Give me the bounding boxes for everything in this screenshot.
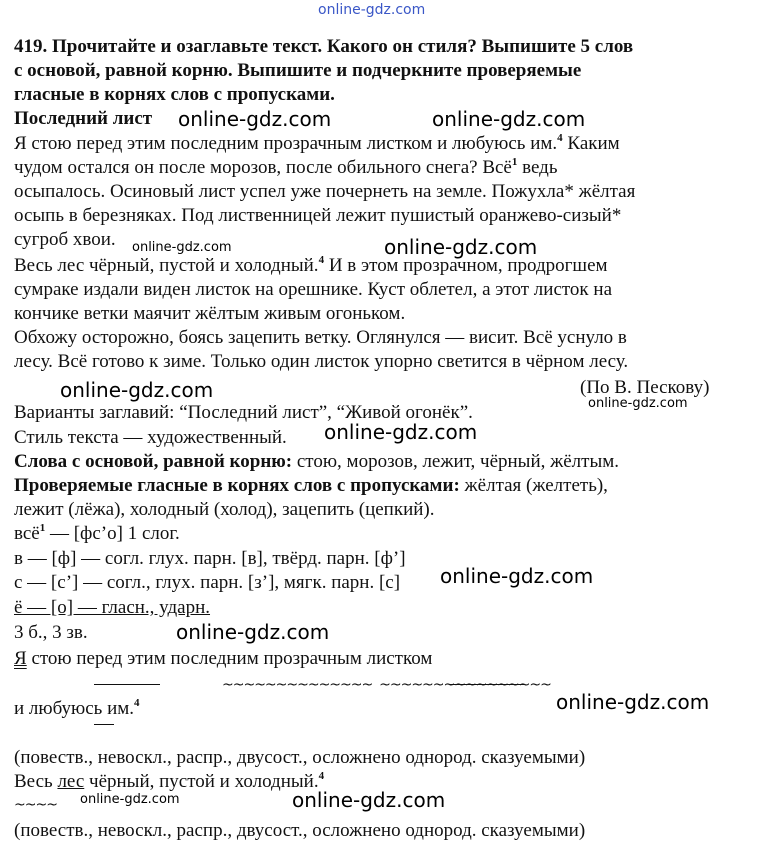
text-title: Последний лист xyxy=(14,108,153,129)
watermark: online-gdz.com xyxy=(556,690,710,714)
answer-titles: Варианты заглавий: “Последний лист”, “Живой огонёк”. xyxy=(14,402,473,423)
underline-mark xyxy=(94,684,160,685)
watermark: online-gdz.com xyxy=(384,235,538,259)
watermark: online-gdz.com xyxy=(60,378,214,402)
watermark: online-gdz.com xyxy=(324,420,478,444)
text-line: Я стою перед этим последним прозрачным листком и любуюсь им.$^4$ Каким xyxy=(14,132,620,154)
underline-mark: ~~~~~~~~~~~~~~ ~~~~~~~~~~~~~~~~ xyxy=(222,677,551,693)
watermark: online-gdz.com xyxy=(318,2,426,18)
answer-style: Стиль текста — художественный. xyxy=(14,427,287,448)
text-line: лесу. Всё готово к зиме. Только один листок упорно светится в чёрном лесу. xyxy=(14,351,629,372)
sentence-note: (повеств., невоскл., распр., двусост., осложнено однород. сказуемыми) xyxy=(14,747,586,768)
phonetic-line: в — [ф] — согл. глух. парн. [в], твёрд. парн. [ф’] xyxy=(14,548,406,569)
underline-mark xyxy=(94,724,114,725)
answer-vowels: Проверяемые гласные в корнях слов с пропусками: жёлтая (желтеть), xyxy=(14,475,608,496)
underline-mark: ~~~~ xyxy=(14,797,57,813)
sentence-parse: и любуюсь им.$^4$ xyxy=(14,697,140,719)
answer-roots: Слова с основой, равной корню: стою, морозов, лежит, чёрный, жёлтым. xyxy=(14,451,620,472)
task-heading-line: 419. Прочитайте и озаглавьте текст. Какого он стиля? Выпишите 5 слов xyxy=(14,36,634,57)
phonetic-counts: 3 б., 3 зв. xyxy=(14,622,88,643)
text-line: Обхожу осторожно, боясь зацепить ветку. Оглянулся — висит. Всё уснуло в xyxy=(14,327,627,348)
text-line: осыпалось. Осиновый лист успел уже почернеть на земле. Пожухла* жёлтая xyxy=(14,181,636,202)
watermark: online-gdz.com xyxy=(588,396,688,411)
sentence-parse: Весь лес чёрный, пустой и холодный.$^4$ xyxy=(14,770,325,792)
watermark: online-gdz.com xyxy=(80,792,180,807)
task-heading-line: с основой, равной корню. Выпишите и подчеркните проверяемые xyxy=(14,60,582,81)
watermark: online-gdz.com xyxy=(132,240,232,255)
text-line: чудом остался он после морозов, после обильного снега? Всё$^1$ ведь xyxy=(14,156,558,178)
text-line: осыпь в березняках. Под лиственницей лежит пушистый оранжево-сизый* xyxy=(14,205,622,226)
task-heading-line: гласные в корнях слов с пропусками. xyxy=(14,84,335,105)
watermark: online-gdz.com xyxy=(432,107,586,131)
watermark: online-gdz.com xyxy=(292,788,446,812)
text-source: (По В. Пескову) xyxy=(580,377,710,398)
text-line: кончике ветки маячит жёлтым живым огоньком. xyxy=(14,303,406,324)
phonetic-word: всё$^1$ — [фс’о] 1 слог. xyxy=(14,522,180,544)
sentence-note: (повеств., невоскл., распр., двусост., осложнено однород. сказуемыми) xyxy=(14,820,586,841)
text-line: сумраке издали виден листок на орешнике. Куст облетел, а этот листок на xyxy=(14,279,613,300)
sentence-parse: Я стою перед этим последним прозрачным листком xyxy=(14,648,433,669)
phonetic-line: ё — [о] — гласн., ударн. xyxy=(14,597,211,618)
phonetic-line: с — [с’] — согл., глух. парн. [з’], мягк. парн. [с] xyxy=(14,572,401,593)
watermark: online-gdz.com xyxy=(440,564,594,588)
underline-mark xyxy=(450,684,524,685)
text-line: сугроб хвои. xyxy=(14,229,116,250)
answer-vowels-cont: лежит (лёжа), холодный (холод), зацепить (цепкий). xyxy=(14,499,435,520)
text-line: Весь лес чёрный, пустой и холодный.$^4$ И в этом прозрачном, продрогшем xyxy=(14,254,608,276)
watermark: online-gdz.com xyxy=(176,620,330,644)
watermark: online-gdz.com xyxy=(178,107,332,131)
